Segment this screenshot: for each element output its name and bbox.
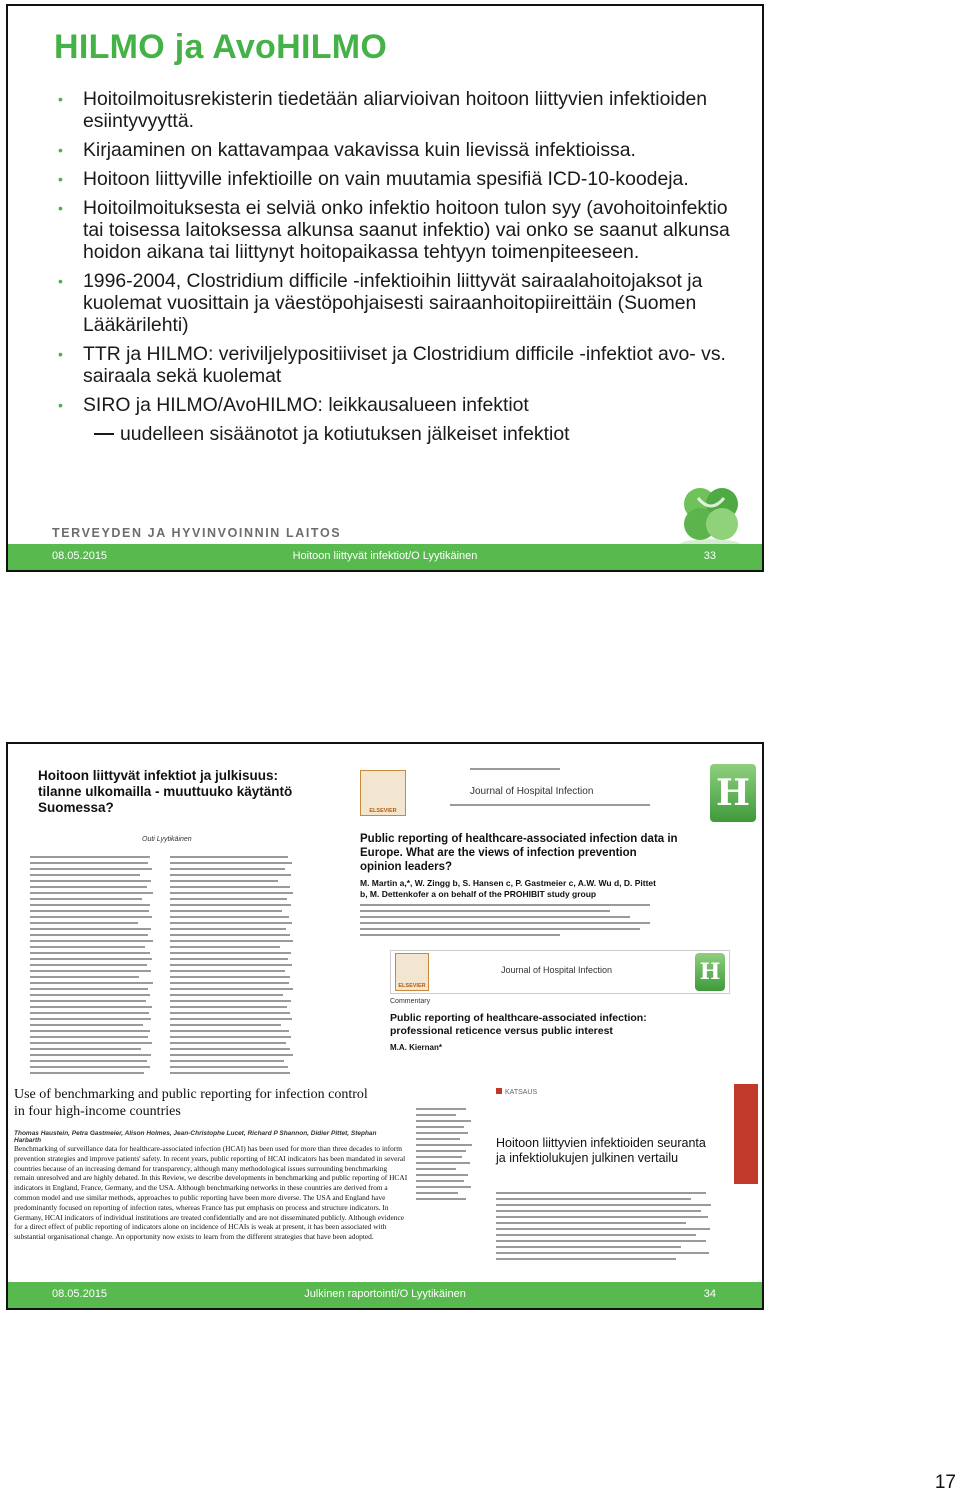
bullet-item: • TTR ja HILMO: veriviljelypositiiviset ja Clostridium difficile -infektiot avo- vs. sairaala sekä kuolemat [58, 343, 726, 387]
article1-title: Hoitoon liittyvät infektiot ja julkisuus: tilanne ulkomailla - muuttuuko käytäntö Suomessa? [38, 768, 293, 815]
article3-label: Commentary [390, 998, 431, 1005]
slide-33 [6, 4, 764, 572]
article5 [486, 1084, 758, 1284]
article3-author: M.A. Kiernan* [390, 1043, 443, 1052]
bullet-list [54, 88, 734, 452]
journal-h-logo-icon: H [710, 764, 756, 822]
bullet-item: • SIRO ja HILMO/AvoHILMO: leikkausalueen infektiot [58, 394, 529, 416]
article4-authors: Thomas Haustein, Petra Gastmeier, Alison Holmes, Jean-Christophe Lucet, Richard P Shannon, Didier Pittet, Stephan Harbarth [14, 1130, 377, 1144]
footer-title: Julkinen raportointi/O Lyytikäinen [304, 1288, 466, 1300]
slide-34 [6, 742, 764, 1310]
article2-affiliations [360, 904, 660, 940]
bullet-icon: • [58, 91, 63, 107]
footer-date: 08.05.2015 [52, 550, 108, 562]
bullet-item: • 1996-2004, Clostridium difficile -infektioihin liittyvät sairaalahoitojaksot ja kuolemat vuosittain ja väestöpohjaisesti sairaanhoitopiireittäin (Suomen Lääkärilehti) [58, 270, 703, 336]
article5-journal-strip [734, 1084, 758, 1184]
bullet-icon: • [58, 397, 63, 413]
slide-title: HILMO ja AvoHILMO [54, 28, 388, 66]
journal-name: Journal of Hospital Infection [470, 786, 594, 797]
dash-icon [94, 433, 114, 435]
bullet-icon: • [58, 142, 63, 158]
journal-header [360, 764, 756, 826]
article4-title: Use of benchmarking and public reporting for infection control in four high-income countries [14, 1087, 368, 1119]
bullet-item: • Hoitoilmoituksesta ei selviä onko infektio hoitoon tulon syy (avohoitoinfektio tai toisessa laitoksessa alkunsa saanut infektio) vai onko se saanut alkunsa hoidon aikana tai liittynyt hoitopaikassa tehtyyn toimenpiteeseen. [58, 197, 730, 263]
slide-footer [8, 1282, 762, 1308]
journal-h-logo-icon: H [695, 953, 725, 991]
bullet-item: • Kirjaaminen on kattavampaa vakavissa kuin lievissä infektioissa. [58, 139, 636, 161]
footer-title: Hoitoon liittyvät infektiot/O Lyytikäinen [292, 550, 478, 562]
footer-slide-number: 33 [703, 550, 716, 562]
footer-date: 08.05.2015 [52, 1288, 108, 1300]
thl-logo: TERVEYDEN JA HYVINVOINNIN LAITOS [52, 526, 342, 540]
bullet-icon: • [58, 346, 63, 362]
article5-sidebar [416, 1108, 476, 1204]
bullet-item: • Hoitoilmoitusrekisterin tiedetään aliarvioivan hoitoon liittyvien infektioiden esiintyvyyttä. [58, 88, 708, 132]
article1-column-left [30, 856, 156, 1078]
bullet-item: • Hoitoon liittyville infektioille on vain muutamia spesifiä ICD-10-koodeja. [58, 168, 689, 190]
page-number: 17 [934, 1472, 956, 1493]
article5-bullets [496, 1192, 716, 1264]
article1-author: Outi Lyytikäinen [142, 836, 192, 843]
article1-column-right [170, 856, 296, 1078]
footer-slide-number: 34 [703, 1288, 716, 1300]
article5-label: KATSAUS [496, 1088, 537, 1096]
article4-abstract: Benchmarking of surveillance data for healthcare-associated infection (HCAI) has been used for more than three decades to inform prevention strategies and improve patients' safety. In recent years, public reporting of HCAI indicators has been mandated in several countries because of an increasing demand for transparency, although many methodological issues surrounding benchmarking remain unresolved and are highly debated. In this Review, we describe developments in benchmarking and public reporting of HCAI indicators in England, France, Germany, and the USA. Although benchmarking networks in these countries are derived from a common model and use similar methods, approaches to public reporting have been more diverse. The USA and England have predominantly focused on reporting of infection rates, whereas France has put emphasis on process and structure indicators. In Germany, HCAI indicators of individual institutions are treated confidentially and are not disseminated publicly. Although evidence for a direct effect of public reporting of indicators alone on incidence of HCAIs is weak at present, it has been associated with substantial organisational change. An opportunity now exists to learn from the different strategies that have been adopted. [14, 1144, 408, 1242]
article2-title: Public reporting of healthcare-associated infection data in Europe. What are the views of infection prevention opinion leaders? [360, 833, 678, 873]
slide-footer [8, 544, 762, 570]
sub-bullet-item: uudelleen sisäänotot ja kotiutuksen jälkeiset infektiot [54, 423, 734, 445]
bullet-icon: • [58, 171, 63, 187]
bullet-icon: • [58, 273, 63, 289]
bullet-icon: • [58, 200, 63, 216]
elsevier-logo: ELSEVIER [360, 770, 406, 816]
article3-journal-header: ELSEVIER Journal of Hospital Infection H [390, 950, 730, 994]
article2-authors: M. Martin a,*, W. Zingg b, S. Hansen c, P. Gastmeier c, A.W. Wu d, D. Pittet b, M. Dettenkofer a on behalf of the PROHIBIT study group [360, 878, 656, 899]
article3-title: Public reporting of healthcare-associated infection: professional reticence versus public interest [390, 1012, 647, 1037]
article5-title: Hoitoon liittyvien infektioiden seuranta ja infektiolukujen julkinen vertailu [496, 1136, 706, 1165]
